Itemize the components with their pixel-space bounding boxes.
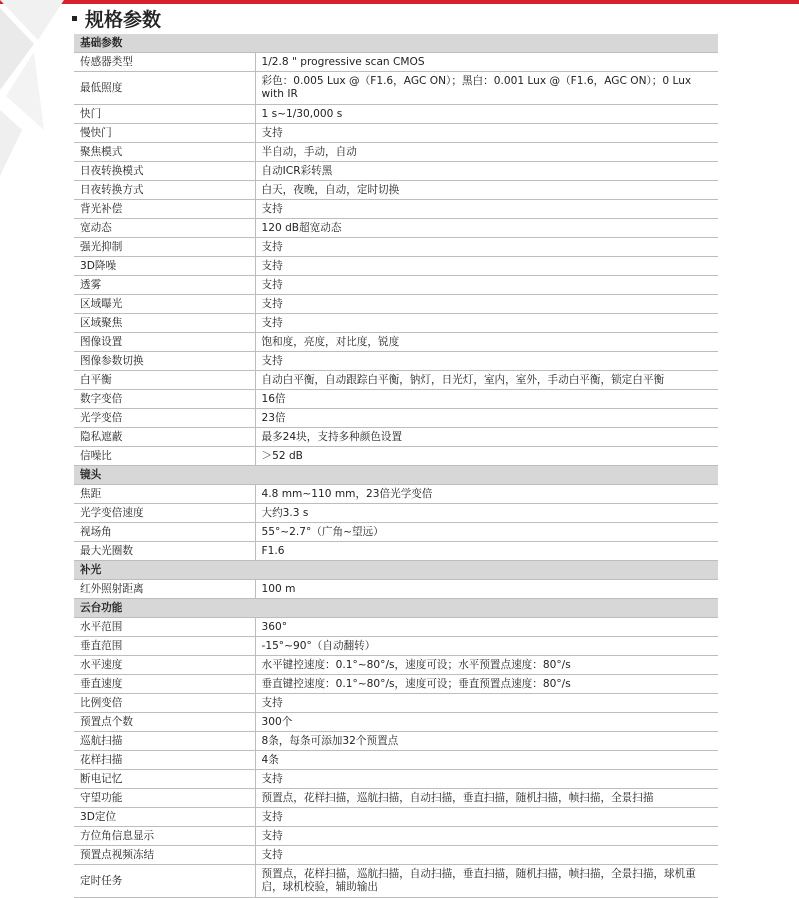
title-bullet-icon: [72, 16, 77, 21]
param-value: 支持: [255, 200, 718, 219]
param-value: F1.6: [255, 542, 718, 561]
table-row: [74, 447, 718, 466]
table-row: [74, 143, 718, 162]
table-row: [74, 713, 718, 732]
table-row: [74, 200, 718, 219]
param-name: 图像参数切换: [74, 352, 255, 371]
param-value: 23倍: [255, 409, 718, 428]
param-name: 图像设置: [74, 333, 255, 352]
param-value: ＞52 dB: [255, 447, 718, 466]
table-row: [74, 846, 718, 865]
table-row: [74, 751, 718, 770]
table-row: [74, 428, 718, 447]
spec-table-body: [74, 34, 718, 898]
param-value: 1 s~1/30,000 s: [255, 105, 718, 124]
param-name: 光学变倍速度: [74, 504, 255, 523]
param-name: 3D定位: [74, 808, 255, 827]
param-name: 强光抑制: [74, 238, 255, 257]
param-name: 背光补偿: [74, 200, 255, 219]
table-row: [74, 257, 718, 276]
param-name: 数字变倍: [74, 390, 255, 409]
param-name: 守望功能: [74, 789, 255, 808]
table-row: [74, 295, 718, 314]
table-row: [74, 219, 718, 238]
table-row: [74, 808, 718, 827]
param-name: 水平范围: [74, 618, 255, 637]
spec-table: [74, 34, 718, 898]
param-name: 最低照度: [74, 72, 255, 105]
param-name: 3D降噪: [74, 257, 255, 276]
table-row: [74, 523, 718, 542]
brand-watermark-icon: [0, 0, 64, 180]
param-value: 16倍: [255, 390, 718, 409]
param-name: 宽动态: [74, 219, 255, 238]
table-row: [74, 333, 718, 352]
section-header: 镜头: [74, 466, 718, 485]
section-header-row: [74, 466, 718, 485]
table-row: [74, 53, 718, 72]
param-value: 饱和度，亮度，对比度，锐度: [255, 333, 718, 352]
param-value: 支持: [255, 257, 718, 276]
page-title: [72, 8, 161, 32]
section-header-row: [74, 599, 718, 618]
param-name: 红外照射距离: [74, 580, 255, 599]
table-row: [74, 485, 718, 504]
param-name: 快门: [74, 105, 255, 124]
table-row: [74, 542, 718, 561]
param-name: 垂直速度: [74, 675, 255, 694]
table-row: [74, 694, 718, 713]
param-name: 巡航扫描: [74, 732, 255, 751]
param-name: 焦距: [74, 485, 255, 504]
section-header-row: [74, 561, 718, 580]
table-row: [74, 162, 718, 181]
param-value: 预置点，花样扫描，巡航扫描，自动扫描，垂直扫描，随机扫描，帧扫描，全景扫描，球机重启，球机校验，辅助输出: [255, 865, 718, 898]
param-name: 日夜转换方式: [74, 181, 255, 200]
section-header-row: [74, 34, 718, 53]
table-row: [74, 371, 718, 390]
param-value: 4条: [255, 751, 718, 770]
table-row: [74, 789, 718, 808]
param-name: 白平衡: [74, 371, 255, 390]
top-accent-bar: [0, 0, 799, 4]
param-value: 120 dB超宽动态: [255, 219, 718, 238]
param-value: 大约3.3 s: [255, 504, 718, 523]
param-name: 预置点视频冻结: [74, 846, 255, 865]
param-value: 支持: [255, 846, 718, 865]
param-value: 半自动，手动，自动: [255, 143, 718, 162]
param-value: 360°: [255, 618, 718, 637]
param-name: 视场角: [74, 523, 255, 542]
param-name: 最大光圈数: [74, 542, 255, 561]
param-name: 传感器类型: [74, 53, 255, 72]
section-header: 基础参数: [74, 34, 718, 53]
param-value: 自动白平衡，自动跟踪白平衡，钠灯，日光灯，室内，室外，手动白平衡，锁定白平衡: [255, 371, 718, 390]
table-row: [74, 770, 718, 789]
param-value: 支持: [255, 276, 718, 295]
param-name: 垂直范围: [74, 637, 255, 656]
table-row: [74, 181, 718, 200]
table-row: [74, 656, 718, 675]
param-name: 比例变倍: [74, 694, 255, 713]
param-value: 白天，夜晚，自动，定时切换: [255, 181, 718, 200]
param-value: 支持: [255, 808, 718, 827]
page-title-text: 规格参数: [85, 9, 162, 31]
section-header: 云台功能: [74, 599, 718, 618]
section-header: 补光: [74, 561, 718, 580]
param-name: 聚焦模式: [74, 143, 255, 162]
param-value: 8条，每条可添加32个预置点: [255, 732, 718, 751]
param-value: 彩色：0.005 Lux @（F1.6，AGC ON）；黑白：0.001 Lux @（F1.6，AGC ON）；0 Lux with IR: [255, 72, 718, 105]
param-name: 信噪比: [74, 447, 255, 466]
table-row: [74, 409, 718, 428]
table-row: [74, 865, 718, 898]
table-row: [74, 390, 718, 409]
param-value: 100 m: [255, 580, 718, 599]
param-name: 透雾: [74, 276, 255, 295]
param-name: 慢快门: [74, 124, 255, 143]
table-row: [74, 580, 718, 599]
param-value: 55°~2.7°（广角~望远）: [255, 523, 718, 542]
param-value: 支持: [255, 314, 718, 333]
param-value: 4.8 mm~110 mm，23倍光学变倍: [255, 485, 718, 504]
table-row: [74, 276, 718, 295]
table-row: [74, 637, 718, 656]
param-name: 预置点个数: [74, 713, 255, 732]
param-value: 水平键控速度：0.1°~80°/s，速度可设；水平预置点速度：80°/s: [255, 656, 718, 675]
param-value: 预置点，花样扫描，巡航扫描，自动扫描，垂直扫描，随机扫描，帧扫描，全景扫描: [255, 789, 718, 808]
param-name: 水平速度: [74, 656, 255, 675]
param-name: 日夜转换模式: [74, 162, 255, 181]
table-row: [74, 827, 718, 846]
param-name: 区域聚焦: [74, 314, 255, 333]
table-row: [74, 732, 718, 751]
param-name: 区域曝光: [74, 295, 255, 314]
param-name: 光学变倍: [74, 409, 255, 428]
table-row: [74, 618, 718, 637]
param-value: 支持: [255, 124, 718, 143]
table-row: [74, 675, 718, 694]
table-row: [74, 72, 718, 105]
table-row: [74, 314, 718, 333]
param-value: 300个: [255, 713, 718, 732]
param-name: 隐私遮蔽: [74, 428, 255, 447]
param-value: 支持: [255, 770, 718, 789]
param-value: 1/2.8 " progressive scan CMOS: [255, 53, 718, 72]
param-value: -15°~90°（自动翻转）: [255, 637, 718, 656]
param-value: 支持: [255, 352, 718, 371]
param-value: 支持: [255, 238, 718, 257]
param-name: 定时任务: [74, 865, 255, 898]
param-value: 垂直键控速度：0.1°~80°/s，速度可设；垂直预置点速度：80°/s: [255, 675, 718, 694]
param-value: 支持: [255, 827, 718, 846]
param-name: 花样扫描: [74, 751, 255, 770]
table-row: [74, 504, 718, 523]
param-value: 最多24块，支持多种颜色设置: [255, 428, 718, 447]
param-value: 支持: [255, 694, 718, 713]
table-row: [74, 105, 718, 124]
param-name: 方位角信息显示: [74, 827, 255, 846]
table-row: [74, 352, 718, 371]
param-value: 支持: [255, 295, 718, 314]
param-value: 自动ICR彩转黑: [255, 162, 718, 181]
table-row: [74, 238, 718, 257]
table-row: [74, 124, 718, 143]
param-name: 断电记忆: [74, 770, 255, 789]
